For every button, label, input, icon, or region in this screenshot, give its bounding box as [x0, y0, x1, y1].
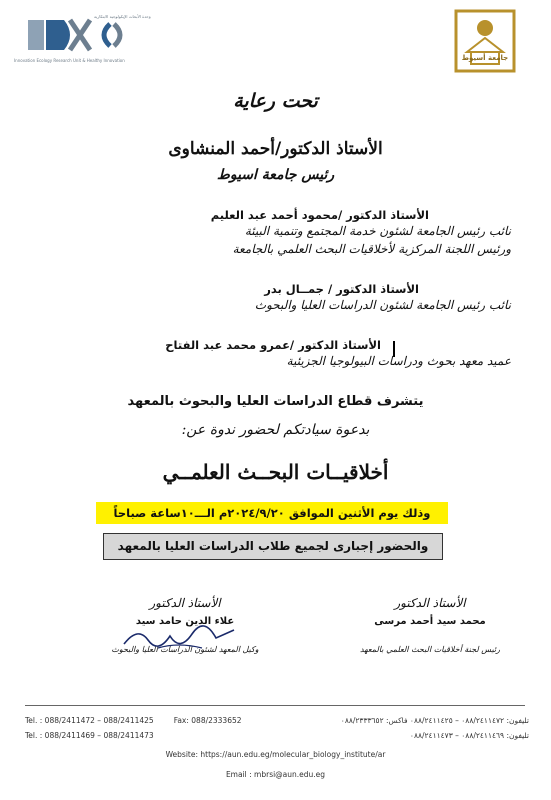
signature-name: محمد سيد أحمد مرسى	[374, 616, 486, 627]
person-role: نائب رئيس الجامعة لشئون خدمة المجتمع وتنمية البيئة	[244, 224, 511, 238]
invitation-line: بدعوة سيادتكم لحضور ندوة عن:	[181, 422, 370, 438]
person-name: الأستاذ الدكتور /عمرو محمد عبد الفتاح	[165, 338, 381, 352]
person-role: ورئيس اللجنة المركزية لأخلاقيات البحث العلمي بالجامعة	[232, 242, 511, 256]
footer-ar-phones-1: تليفون: ٠٨٨/٢٤١١٤٧٢ – ٠٨٨/٢٤١١٤٢٥ فاكس: ٠٨٨/٢٣٣٣٦٥٢	[340, 716, 529, 725]
footer-website[interactable]: Website: https://aun.edu.eg/molecular_biology_institute/ar	[165, 750, 386, 759]
person-block-1	[31, 208, 511, 258]
signature-role: رئيس لجنة أخلاقيات البحث العلمي بالمعهد	[360, 645, 500, 654]
institute-logo-caption: Innovation Ecology Research Unit & Healthy Innovation	[14, 58, 125, 63]
institute-logo-ar: وحدة الأبحاث الإيكولوجية الابتكارية	[94, 14, 151, 19]
person-role: نائب رئيس الجامعة لشئون الدراسات العليا والبحوث	[254, 298, 511, 312]
university-logo	[453, 8, 517, 74]
date-highlight: وذلك يوم الأثنين الموافق ٢٠٢٤/٩/٢٠م الـــ١٠ساعة صباحاً	[96, 502, 448, 524]
patron-title: رئيس جامعة اسيوط	[216, 167, 335, 183]
signature-role: وكيل المعهد لشئون الدراسات العليا والبحوث	[111, 645, 259, 654]
patron-name: الأستاذ الدكتور/أحمد المنشاوى	[168, 139, 383, 159]
signature-title: الأستاذ الدكتور	[149, 596, 221, 610]
footer-tel-2: Tel. : 088/2411469 – 088/2411473	[25, 731, 154, 740]
university-seal-icon	[453, 8, 517, 74]
university-logo-text: جامعة أسيوط	[461, 54, 509, 62]
supervision-line: يتشرف قطاع الدراسات العليا والبحوث بالمعهد	[127, 394, 424, 409]
person-block-3	[31, 338, 511, 370]
signature-title: الأستاذ الدكتور	[394, 596, 466, 610]
handwritten-signature-icon	[118, 622, 238, 656]
signature-block-right	[320, 596, 540, 654]
mandatory-attendance: والحضور إجبارى لجميع طلاب الدراسات العليا بالمعهد	[103, 533, 443, 560]
footer-tel-1-text: Tel. : 088/2411472 – 088/2411425	[25, 716, 154, 725]
person-name: الأستاذ الدكتور /محمود أحمد عبد العليم	[210, 208, 429, 222]
footer-email[interactable]: Email : mbrsi@aun.edu.eg	[225, 770, 326, 779]
person-role: عميد معهد بحوث ودراسات البيولوجيا الجزيئية	[286, 354, 511, 368]
footer-divider	[25, 705, 525, 706]
footer-ar-phones-2: تليفون: ٠٨٨/٢٤١١٤٦٩ – ٠٨٨/٢٤١١٤٧٣	[409, 731, 529, 740]
institute-logo	[14, 14, 164, 74]
institute-logo-icon	[14, 14, 164, 74]
person-name: الأستاذ الدكتور / جمــال بدر	[264, 282, 419, 296]
footer-tel-1	[25, 716, 242, 725]
person-block-2	[31, 282, 511, 314]
footer-fax-text: Fax: 088/2333652	[173, 716, 242, 725]
patronage-heading: تحت رعاية	[233, 90, 318, 112]
seminar-topic: أخلاقيــات البحــث العلمــي	[162, 460, 389, 484]
signature-name: علاء الدين حامد سيد	[135, 616, 235, 627]
